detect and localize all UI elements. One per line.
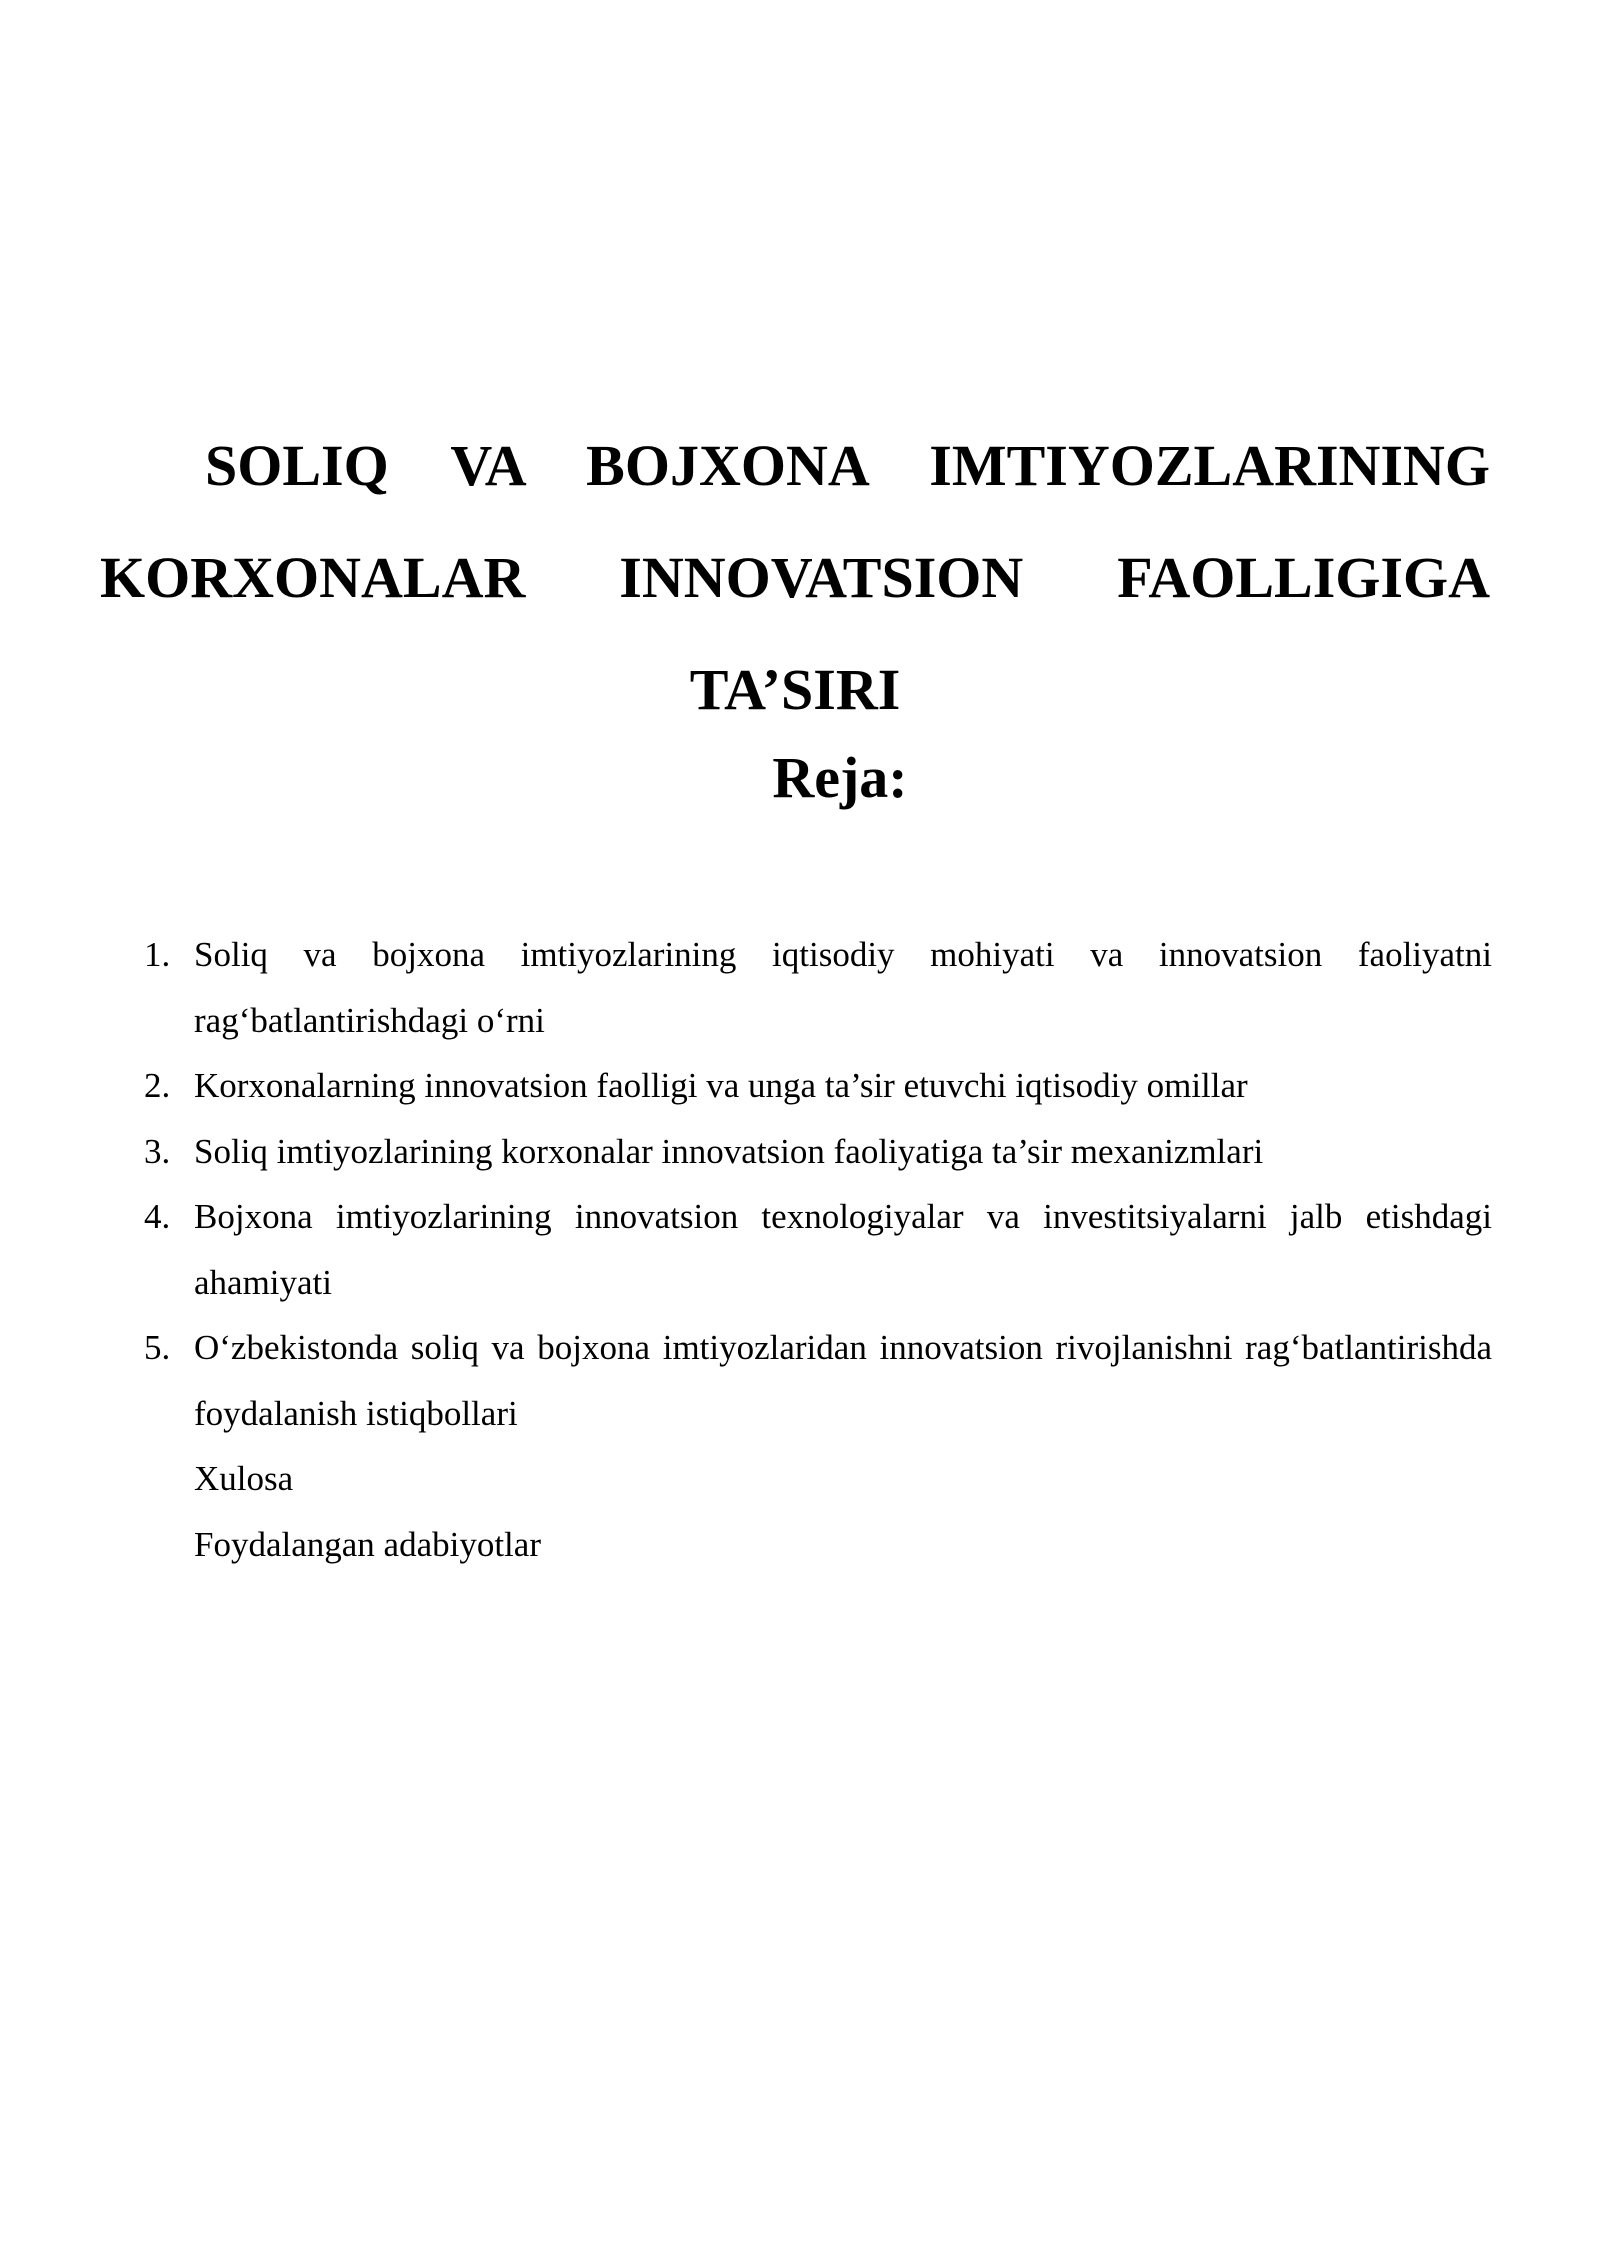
plan-item-number: 3. [144,1131,171,1171]
plan-item-5 [140,1315,1492,1446]
plan-item-2 [140,1053,1492,1119]
plan-item-references: Foydalangan adabiyotlar [194,1524,541,1564]
plan-item-4 [140,1184,1492,1315]
plan-item-conclusion: Xulosa [194,1459,294,1498]
plan-heading: Reja: [772,745,908,810]
plan-item-number: 1. [144,935,171,974]
plan-item-3 [140,1119,1492,1185]
plan-item-text: Korxonalarning innovatsion faolligi va unga ta’sir etuvchi iqtisodiy omillar [194,1066,1248,1105]
plan-item-number: 2. [144,1066,171,1105]
plan-list [140,922,1492,1577]
plan-item-text: Bojxona imtiyozlarining innovatsion texnologiyalar va investitsiyalarni jalb etishdagi ahamiyati [194,1197,1492,1302]
plan-item-text: O‘zbekistonda soliq va bojxona imtiyozlaridan innovatsion rivojlanishni rag‘batlantirishda foydalanish istiqbollari [194,1328,1492,1433]
plan-item-text: Soliq imtiyozlarining korxonalar innovatsion faoliyatiga ta’sir mexanizmlari [194,1131,1264,1171]
plan-item-1 [140,922,1492,1053]
plan-item-number: 5. [144,1328,171,1367]
plan-item-text: Soliq va bojxona imtiyozlarining iqtisodiy mohiyati va innovatsion faoliyatni rag‘batlantirishdagi o‘rni [194,935,1492,1040]
plan-item-number: 4. [144,1197,171,1236]
document-title: SOLIQ VA BOJXONA IMTIYOZLARINING KORXONALAR INNOVATSION FAOLLIGIGA TA’SIRI [100,433,1490,722]
